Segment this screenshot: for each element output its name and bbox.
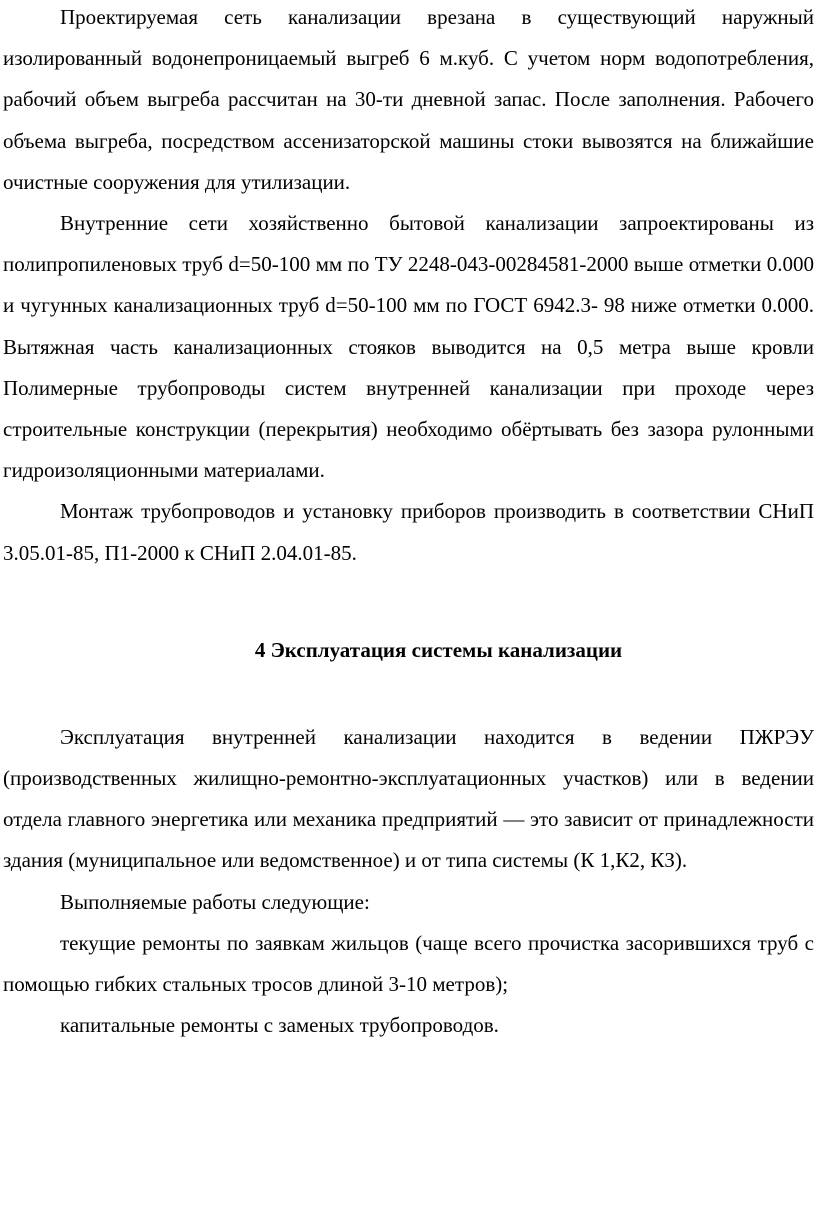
section-heading: 4 Эксплуатация системы канализации xyxy=(254,637,623,662)
paragraph-current-repairs: текущие ремонты по заявкам жильцов (чаще всего прочистка засорившихся труб с помощью гибких стальных тросов длиной 3-10 метров); xyxy=(3,930,814,997)
paragraph-capital-repairs: капитальные ремонты с заменых трубопроводов. xyxy=(60,1013,499,1038)
paragraph-internal-networks: Внутренние сети хозяйственно бытовой канализации запроектированы из полипропиленовых труб d=50-100 мм по ТУ 2248-043-00284581-2000 выше отметки 0.000 и чугунных канализационных труб d=50-100 мм по ГОСТ 6942.3- 98 ниже отметки 0.000. Вытяжная часть канализационных стояков выводится на 0,5 метра выше кровли Полимерные трубопроводы систем внутренней канализации при проходе через строительные конструкции (перекрытия) необходимо обёртывать без зазора рулонными гидроизоляционными материалами. xyxy=(3,211,814,483)
paragraph-installation: Монтаж трубопроводов и установку приборов производить в соответствии СНиП 3.05.01-85, П1-2000 к СНиП 2.04.01-85. xyxy=(3,499,814,565)
paragraph-septic-tank: Проектируемая сеть канализации врезана в существующий наружный изолированный водонепроницаемый выгреб 6 м.куб. С учетом норм водопотребления, рабочий объем выгреба рассчитан на 30-ти дневной запас. После заполнения. Рабочего объема выгреба, посредством ассенизаторской машины стоки вывозятся на ближайшие очистные сооружения для утилизации. xyxy=(3,5,814,194)
paragraph-works-intro: Выполняемые работы следующие: xyxy=(60,889,370,914)
paragraph-operation: Эксплуатация внутренней канализации находится в ведении ПЖРЭУ (производственных жилищно-ремонтно-эксплуатационных участков) или в ведении отдела главного энергетика или механика предприятий — это зависит от принадлежности здания (муниципальное или ведомственное) и от типа системы (К 1,К2, КЗ). xyxy=(3,724,814,873)
